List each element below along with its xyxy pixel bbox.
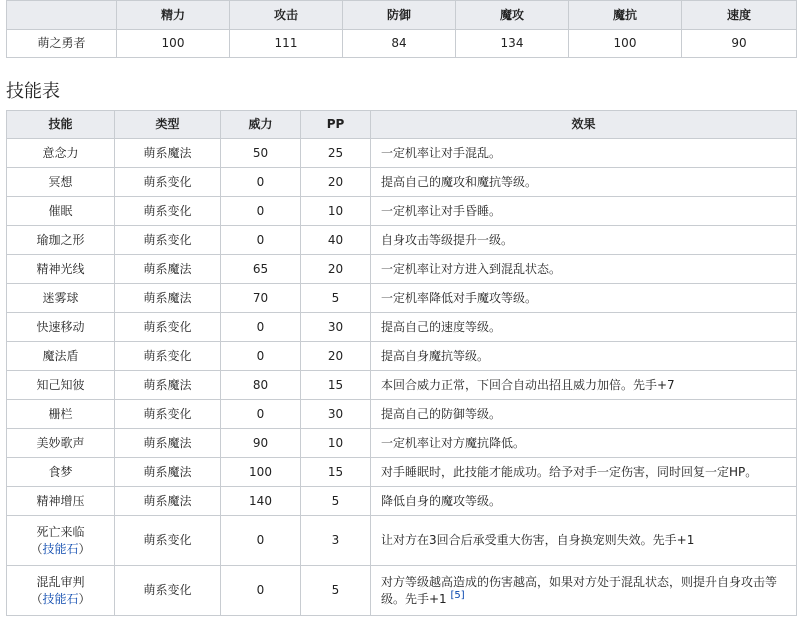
stats-cell: 84: [343, 30, 456, 58]
skill-effect: [371, 566, 797, 616]
table-row: [7, 168, 797, 197]
skill-effect: 提高自己的魔攻和魔抗等级。: [371, 168, 797, 197]
skill-effect: [371, 516, 797, 566]
skills-header-cell: 威力: [221, 111, 301, 139]
skill-type: 萌系魔法: [115, 429, 221, 458]
table-row: [7, 255, 797, 284]
skills-header-cell: 技能: [7, 111, 115, 139]
skill-type: 萌系变化: [115, 400, 221, 429]
skill-power: 65: [221, 255, 301, 284]
skill-type: 萌系变化: [115, 168, 221, 197]
skill-type: 萌系魔法: [115, 139, 221, 168]
table-row: [7, 313, 797, 342]
skill-effect: 一定机率让对手昏睡。: [371, 197, 797, 226]
skill-effect: 一定机率让对方魔抗降低。: [371, 429, 797, 458]
skill-name: 魔法盾: [7, 342, 115, 371]
skill-effect: 降低自身的魔攻等级。: [371, 487, 797, 516]
skill-power: 90: [221, 429, 301, 458]
skill-type: 萌系变化: [115, 566, 221, 616]
table-row: [7, 458, 797, 487]
skills-header-cell: 类型: [115, 111, 221, 139]
stats-header-cell: 魔抗: [569, 1, 682, 30]
table-row: [7, 342, 797, 371]
skill-type: 萌系变化: [115, 342, 221, 371]
skill-effect: 一定机率让对手混乱。: [371, 139, 797, 168]
skill-name-cell: [7, 516, 115, 566]
skill-name: 迷雾球: [7, 284, 115, 313]
skill-name-cell: [7, 566, 115, 616]
skill-pp: 5: [301, 487, 371, 516]
table-row: [7, 566, 797, 616]
skill-power: 0: [221, 566, 301, 616]
skill-name: 知己知彼: [7, 371, 115, 400]
skill-type: 萌系魔法: [115, 371, 221, 400]
stats-cell: 萌之勇者: [7, 30, 117, 58]
skill-pp: 20: [301, 255, 371, 284]
skill-name: 死亡来临: [36, 524, 85, 539]
paren-close: ）: [78, 591, 91, 606]
skill-name: 精神光线: [7, 255, 115, 284]
skill-pp: 10: [301, 429, 371, 458]
skill-name: 瑜珈之形: [7, 226, 115, 255]
skill-name: 混乱审判: [36, 574, 85, 589]
skill-effect: 提高自己的速度等级。: [371, 313, 797, 342]
skill-effect: 本回合威力正常，下回合自动出招且威力加倍。先手+7: [371, 371, 797, 400]
skill-type: 萌系魔法: [115, 284, 221, 313]
stats-row: [7, 30, 797, 58]
skill-pp: 3: [301, 516, 371, 566]
skill-pp: 5: [301, 566, 371, 616]
stats-header-cell: 速度: [682, 1, 797, 30]
skill-type: 萌系变化: [115, 197, 221, 226]
skill-effect: 自身攻击等级提升一级。: [371, 226, 797, 255]
skill-name: 催眠: [7, 197, 115, 226]
skill-type: 萌系变化: [115, 226, 221, 255]
stats-cell: 90: [682, 30, 797, 58]
table-row: [7, 516, 797, 566]
skill-name: 快速移动: [7, 313, 115, 342]
skill-power: 50: [221, 139, 301, 168]
skill-pp: 25: [301, 139, 371, 168]
skill-effect: 提高自身魔抗等级。: [371, 342, 797, 371]
skill-pp: 15: [301, 458, 371, 487]
skill-effect: 一定机率降低对手魔攻等级。: [371, 284, 797, 313]
table-row: [7, 284, 797, 313]
skill-power: 0: [221, 168, 301, 197]
skills-header-cell: PP: [301, 111, 371, 139]
paren-close: ）: [78, 541, 91, 556]
table-row: [7, 139, 797, 168]
table-row: [7, 487, 797, 516]
stats-header-cell: 防御: [343, 1, 456, 30]
table-row: [7, 400, 797, 429]
skill-power: 100: [221, 458, 301, 487]
skill-name: 冥想: [7, 168, 115, 197]
skill-stone-link[interactable]: 技能石: [42, 541, 79, 556]
skills-header-row: [7, 111, 797, 139]
skill-effect-text: 对方等级越高造成的伤害越高，如果对方处于混乱状态，则提升自身攻击等级。先手+1: [381, 574, 778, 606]
skill-name: 食梦: [7, 458, 115, 487]
skill-pp: 20: [301, 168, 371, 197]
skill-pp: 15: [301, 371, 371, 400]
skill-power: 140: [221, 487, 301, 516]
skill-stone-link[interactable]: 技能石: [42, 591, 79, 606]
skills-header-cell: 效果: [371, 111, 797, 139]
skill-power: 70: [221, 284, 301, 313]
skills-table: [6, 110, 797, 616]
stats-header-cell: 攻击: [230, 1, 343, 30]
skill-pp: 40: [301, 226, 371, 255]
skill-pp: 10: [301, 197, 371, 226]
table-row: [7, 197, 797, 226]
skill-effect: 对手睡眠时，此技能才能成功。给予对手一定伤害，同时回复一定HP。: [371, 458, 797, 487]
stats-cell: 100: [569, 30, 682, 58]
section-title: 技能表: [6, 81, 60, 102]
table-row: [7, 226, 797, 255]
stats-header-cell: 精力: [117, 1, 230, 30]
skill-type: 萌系魔法: [115, 255, 221, 284]
skill-type: 萌系变化: [115, 516, 221, 566]
skill-effect: 一定机率让对方进入到混乱状态。: [371, 255, 797, 284]
skill-pp: 20: [301, 342, 371, 371]
stats-cell: 134: [456, 30, 569, 58]
paren-open: （: [30, 541, 43, 556]
reference-link[interactable]: [5]: [450, 589, 465, 601]
stats-header-row: [7, 1, 797, 30]
skill-power: 80: [221, 371, 301, 400]
skill-effect: 提高自己的防御等级。: [371, 400, 797, 429]
skill-type: 萌系魔法: [115, 458, 221, 487]
skill-name: 精神增压: [7, 487, 115, 516]
skill-power: 0: [221, 516, 301, 566]
stats-cell: 100: [117, 30, 230, 58]
skill-power: 0: [221, 400, 301, 429]
skill-type: 萌系魔法: [115, 487, 221, 516]
skill-name: 栅栏: [7, 400, 115, 429]
skill-power: 0: [221, 226, 301, 255]
stats-header-cell: 魔攻: [456, 1, 569, 30]
paren-open: （: [30, 591, 43, 606]
stats-table: [6, 0, 797, 58]
stats-header-cell: [7, 1, 117, 30]
skill-power: 0: [221, 313, 301, 342]
skill-pp: 5: [301, 284, 371, 313]
skill-power: 0: [221, 197, 301, 226]
skill-name: 意念力: [7, 139, 115, 168]
skill-power: 0: [221, 342, 301, 371]
table-row: [7, 429, 797, 458]
stats-cell: 111: [230, 30, 343, 58]
skill-pp: 30: [301, 400, 371, 429]
skill-pp: 30: [301, 313, 371, 342]
skill-name: 美妙歌声: [7, 429, 115, 458]
skill-type: 萌系变化: [115, 313, 221, 342]
table-row: [7, 371, 797, 400]
skill-effect-text: 让对方在3回合后承受重大伤害，自身换宠则失效。先手+1: [381, 533, 695, 547]
